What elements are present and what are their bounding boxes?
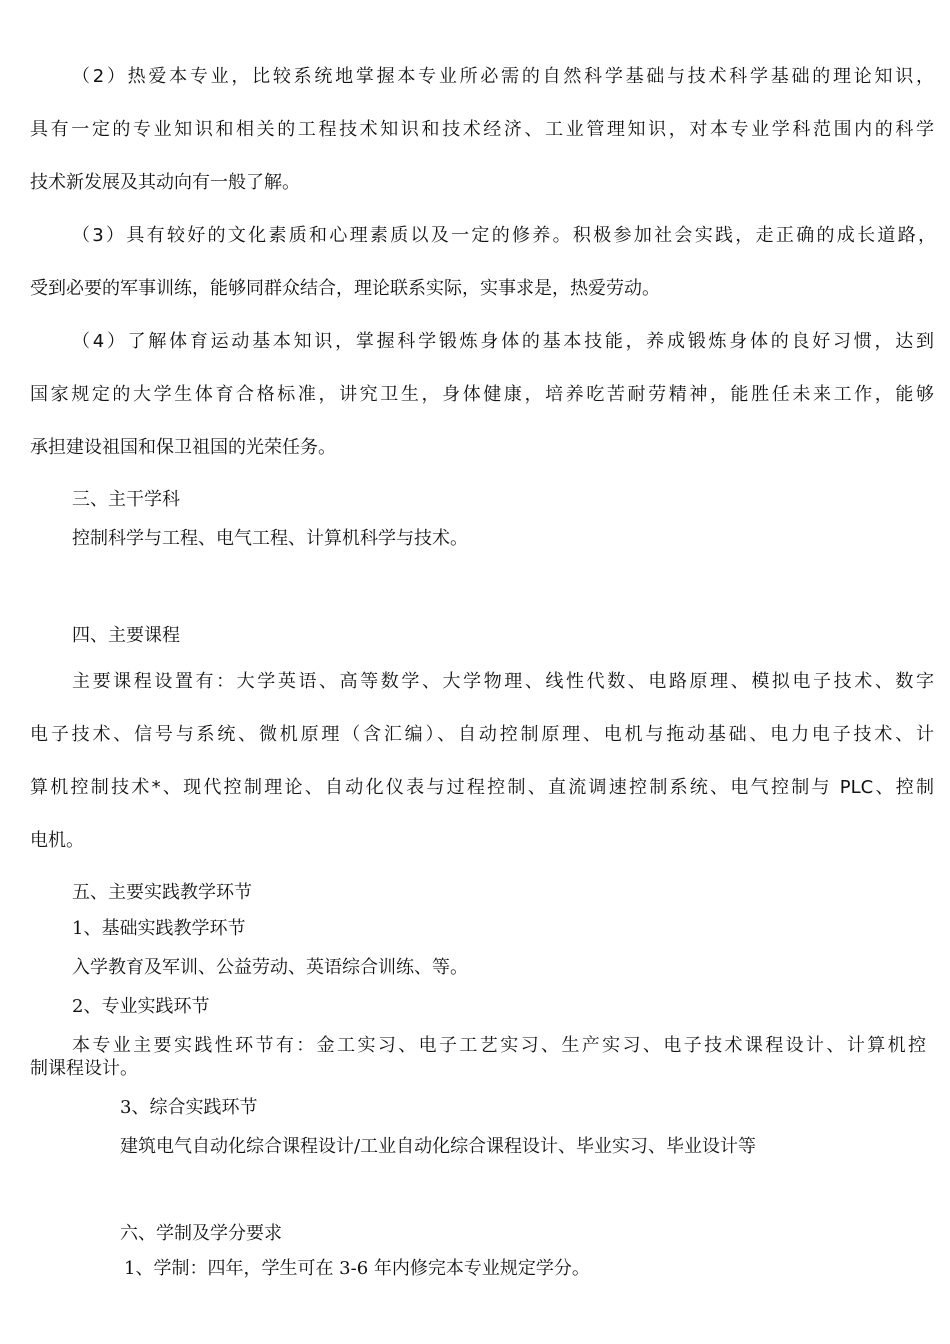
section-6-heading: 六、学制及学分要求 (120, 1223, 282, 1244)
objective-2-line-1: （2）热爱本专业，比较系统地掌握本专业所必需的自然科学基础与技术科学基础的理论知识， (72, 66, 934, 87)
section-4-body-line-2: 电子技术、信号与系统、微机原理（含汇编）、自动控制原理、电机与拖动基础、电力电子技术、计 (30, 724, 934, 745)
section-5-sub-2-body-line-2: 制课程设计。 (30, 1058, 138, 1079)
section-5-sub-2-heading: 2、专业实践环节 (72, 996, 210, 1017)
section-5-sub-2-body-line-1: 本专业主要实践性环节有：金工实习、电子工艺实习、生产实习、电子技术课程设计、计算机控 (72, 1035, 926, 1056)
section-4-body-line-3: 算机控制技术*、现代控制理论、自动化仪表与过程控制、直流调速控制系统、电气控制与 PLC、控制 (30, 777, 934, 798)
section-3-body: 控制科学与工程、电气工程、计算机科学与技术。 (72, 528, 468, 549)
section-4-heading: 四、主要课程 (72, 625, 180, 646)
section-5-sub-1-heading: 1、基础实践教学环节 (72, 918, 246, 939)
section-5-sub-1-body: 入学教育及军训、公益劳动、英语综合训练、等。 (72, 957, 468, 978)
objective-4-line-1: （4）了解体育运动基本知识，掌握科学锻炼身体的基本技能，养成锻炼身体的良好习惯，达到 (72, 331, 934, 352)
objective-2-line-3: 技术新发展及其动向有一般了解。 (30, 172, 300, 193)
objective-2-line-2: 具有一定的专业知识和相关的工程技术知识和技术经济、工业管理知识，对本专业学科范围内的科学 (30, 119, 934, 140)
objective-4-line-2: 国家规定的大学生体育合格标准，讲究卫生，身体健康，培养吃苦耐劳精神，能胜任未来工作，能够 (30, 384, 934, 405)
section-3-heading: 三、主干学科 (72, 489, 180, 510)
section-4-body-line-4: 电机。 (30, 830, 84, 851)
section-5-heading: 五、主要实践教学环节 (72, 882, 252, 903)
section-6-item-1: 1、学制：四年，学生可在 3-6 年内修完本专业规定学分。 (124, 1258, 590, 1279)
objective-4-line-3: 承担建设祖国和保卫祖国的光荣任务。 (30, 437, 336, 458)
section-5-sub-3-heading: 3、综合实践环节 (120, 1097, 258, 1118)
section-5-sub-3-body: 建筑电气自动化综合课程设计/工业自动化综合课程设计、毕业实习、毕业设计等 (120, 1136, 757, 1157)
objective-3-line-2: 受到必要的军事训练，能够同群众结合，理论联系实际，实事求是，热爱劳动。 (30, 278, 660, 299)
objective-3-line-1: （3）具有较好的文化素质和心理素质以及一定的修养。积极参加社会实践，走正确的成长道路， (72, 225, 936, 246)
section-4-body-line-1: 主要课程设置有：大学英语、高等数学、大学物理、线性代数、电路原理、模拟电子技术、数字 (72, 671, 934, 692)
